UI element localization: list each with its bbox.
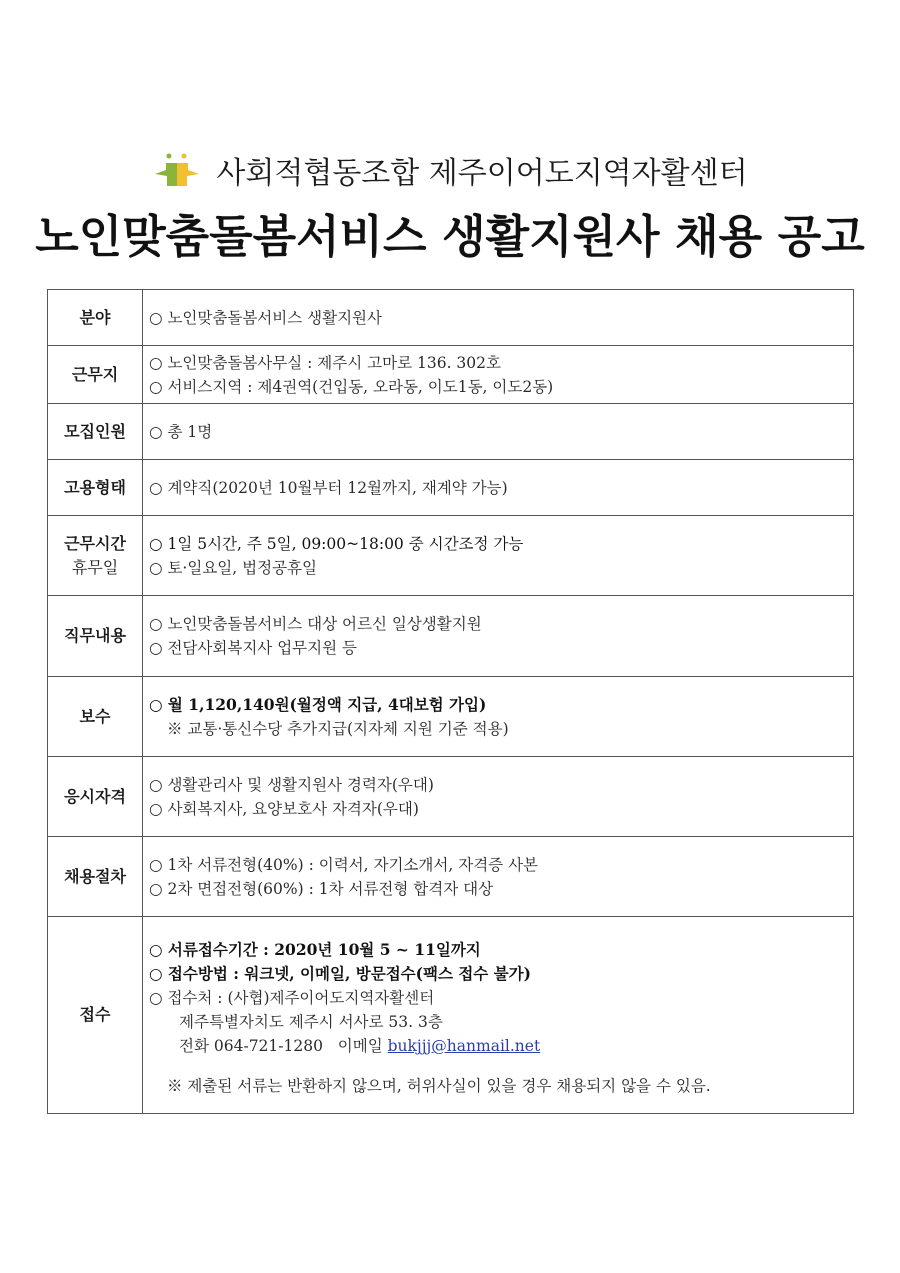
- table-row-field: [48, 290, 854, 346]
- content-line: ○ 생활관리사 및 생활지원사 경력자(우대): [149, 775, 434, 794]
- content-line: ○ 전담사회복지사 업무지원 등: [149, 639, 357, 657]
- row-content: [143, 404, 854, 460]
- content-line: ○ 1차 서류전형(40%) : 이력서, 자기소개서, 자격증 사본: [149, 855, 539, 874]
- table-row-workplace: [48, 346, 854, 404]
- organization-header: [0, 148, 900, 192]
- row-content: [143, 290, 854, 346]
- cooperative-logo-icon: [152, 150, 202, 190]
- row-label: 직무내용: [48, 596, 143, 677]
- table-row-salary: [48, 677, 854, 757]
- table-row-headcount: [48, 404, 854, 460]
- row-label: 분야: [48, 290, 143, 346]
- content-line: ○ 1일 5시간, 주 5일, 09:00~18:00 중 시간조정 가능: [149, 534, 524, 553]
- row-content: [143, 677, 854, 757]
- table-row-employment-type: [48, 460, 854, 516]
- row-content: [143, 837, 854, 917]
- spacer: [149, 1058, 853, 1074]
- row-content: [143, 917, 854, 1114]
- contact-line: [149, 1034, 853, 1058]
- row-content: [143, 596, 854, 677]
- row-content: [143, 460, 854, 516]
- table-row-work-hours: [48, 516, 854, 596]
- content-line: ○ 접수방법 : 워크넷, 이메일, 방문접수(팩스 접수 불가): [149, 964, 531, 983]
- content-note: ※ 제출된 서류는 반환하지 않으며, 허위사실이 있을 경우 채용되지 않을 수 있음.: [167, 1077, 711, 1095]
- row-label: 응시자격: [48, 757, 143, 837]
- content-line: ○ 서비스지역 : 제4권역(건입동, 오라동, 이도1동, 이도2동): [149, 377, 554, 396]
- row-label: 고용형태: [48, 460, 143, 516]
- table-row-duties: [48, 596, 854, 677]
- row-content: [143, 516, 854, 596]
- email-link[interactable]: bukjjj@hanmail.net: [387, 1037, 541, 1055]
- row-content: [143, 757, 854, 837]
- table-row-qualifications: [48, 757, 854, 837]
- organization-name: 사회적협동조합 제주이어도지역자활센터: [216, 156, 748, 191]
- job-notice-table: [47, 289, 854, 1114]
- content-line: ○ 노인맞춤돌봄서비스 생활지원사: [149, 308, 383, 327]
- page-title: 노인맞춤돌봄서비스 생활지원사 채용 공고: [35, 210, 865, 263]
- content-line: ○ 월 1,120,140원(월정액 지급, 4대보험 가입): [149, 694, 487, 714]
- phone-text: 전화 064-721-1280 이메일: [179, 1037, 388, 1055]
- row-label: 근무지: [48, 346, 143, 404]
- content-line: ○ 2차 면접전형(60%) : 1차 서류전형 합격자 대상: [149, 879, 494, 898]
- content-line: ○ 사회복지사, 요양보호사 자격자(우대): [149, 799, 419, 818]
- row-content: [143, 346, 854, 404]
- content-line: ○ 총 1명: [149, 422, 213, 441]
- content-line: ○ 서류접수기간 : 2020년 10월 5 ~ 11일까지: [149, 940, 481, 959]
- row-label: 모집인원: [48, 404, 143, 460]
- content-line: ○ 계약직(2020년 10월부터 12월까지, 재계약 가능): [149, 478, 508, 497]
- content-note: ※ 교통·통신수당 추가지급(지자체 지원 기준 적용): [167, 719, 509, 738]
- label-line: 근무시간: [64, 533, 126, 553]
- content-line: ○ 노인맞춤돌봄서비스 대상 어르신 일상생활지원: [149, 615, 482, 633]
- row-label: 보수: [48, 677, 143, 757]
- row-label: [48, 516, 143, 596]
- row-label: 접수: [48, 917, 143, 1114]
- label-line: 휴무일: [71, 557, 119, 577]
- content-line: ○ 노인맞춤돌봄사무실 : 제주시 고마로 136. 302호: [149, 353, 501, 372]
- content-line: ○ 토·일요일, 법정공휴일: [149, 558, 317, 577]
- content-line: ○ 접수처 : (사협)제주이어도지역자활센터: [149, 989, 435, 1007]
- table-row-procedure: [48, 837, 854, 917]
- content-line: 제주특별자치도 제주시 서사로 53. 3층: [179, 1013, 443, 1031]
- row-label: 채용절차: [48, 837, 143, 917]
- table-row-application: [48, 917, 854, 1114]
